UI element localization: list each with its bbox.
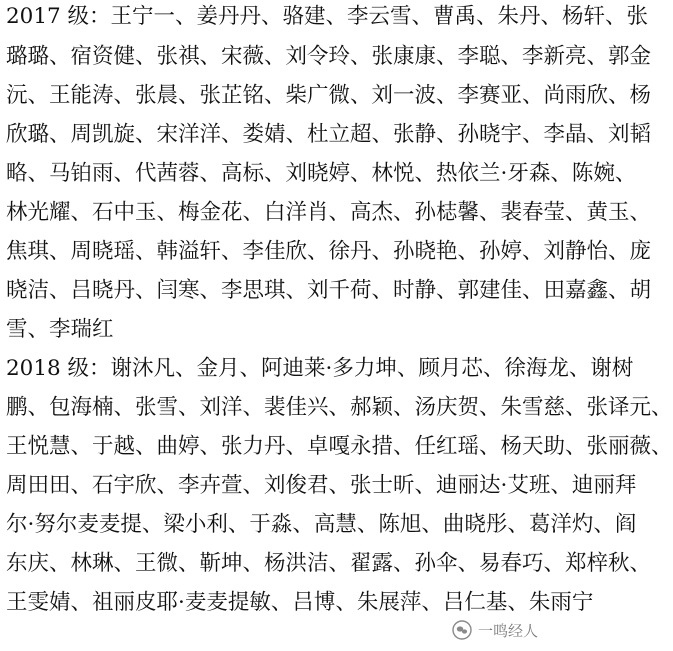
watermark bbox=[446, 615, 546, 645]
text-line: 焦琪、周晓瑶、韩溢轩、李佳欣、徐丹、孙晓艳、孙婷、刘静怡、庞 bbox=[6, 239, 652, 264]
text-line: 尔·努尔麦麦提、梁小利、于淼、高慧、陈旭、曲晓彤、葛洋灼、阎 bbox=[6, 512, 637, 537]
text-line: 鹏、包海楠、张雪、刘洋、裴佳兴、郝颖、汤庆贺、朱雪慈、张译元、 bbox=[6, 395, 673, 420]
text-line: 林光耀、石中玉、梅金花、白洋肖、高杰、孙梽馨、裴春莹、黄玉、 bbox=[6, 200, 652, 225]
text-line: 璐璐、宿资健、张祺、宋薇、刘令玲、张康康、李聪、李新亮、郭金 bbox=[6, 44, 652, 69]
text-line: 欣璐、周凯旋、宋洋洋、娄婧、杜立超、张静、孙晓宇、李晶、刘韬 bbox=[6, 122, 652, 147]
text-line: 略、马铂雨、代茜蓉、高标、刘晓婷、林悦、热依兰·牙森、陈婉、 bbox=[6, 161, 637, 186]
text-line: 雪、李瑞红 bbox=[6, 317, 114, 342]
text-line: 王雯婧、祖丽皮耶·麦麦提敏、吕博、朱展萍、吕仁基、朱雨宁 bbox=[6, 590, 594, 615]
chat-bubble-icon bbox=[452, 620, 472, 640]
text-line: 2017 级：王宁一、姜丹丹、骆建、李云雪、曹禹、朱丹、杨轩、张 bbox=[6, 4, 649, 29]
text-line: 沅、王能涛、张晨、张芷铭、柴广微、刘一波、李赛亚、尚雨欣、杨 bbox=[6, 83, 652, 108]
text-line: 周田田、石宇欣、李卉萱、刘俊君、张士昕、迪丽达·艾班、迪丽拜 bbox=[6, 473, 637, 498]
watermark-text: 一鸣经人 bbox=[477, 621, 538, 640]
text-line: 东庆、林琳、王微、靳坤、杨洪洁、翟露、孙伞、易春巧、郑梓秋、 bbox=[6, 551, 652, 576]
text-line: 晓洁、吕晓丹、闫寒、李思琪、刘千荷、时静、郭建佳、田嘉鑫、胡 bbox=[6, 278, 652, 303]
text-line: 2018 级：谢沐凡、金月、阿迪莱·多力坤、顾月芯、徐海龙、谢树 bbox=[6, 356, 634, 381]
text-line: 王悦慧、于越、曲婷、张力丹、卓嘎永措、任红瑶、杨天助、张丽薇、 bbox=[6, 434, 673, 459]
